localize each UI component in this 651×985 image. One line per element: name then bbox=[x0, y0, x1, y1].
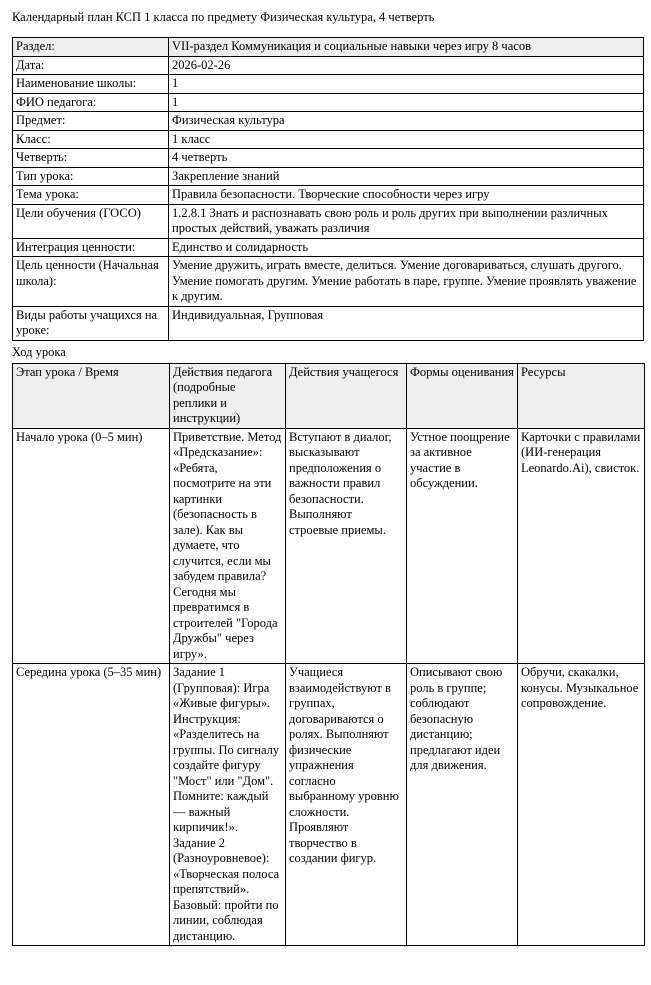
info-value: 2026-02-26 bbox=[169, 56, 644, 75]
teacher-actions-cell: Задание 1 (Групповая): Игра «Живые фигуры». Инструкция: «Разделитесь на группы. По сигналу создайте фигуру "Мост" или "Дом". Помните: каждый — важный кирпичик!». Задание 2 (Разноуровневое): «Творческая полоса препятствий». Базовый: пройти по линии, соблюдая дистанцию. bbox=[170, 664, 286, 946]
student-actions-cell: Вступают в диалог, высказывают предположения о важности правил безопасности. Выполняют строевые приемы. bbox=[286, 428, 407, 664]
info-value: VII-раздел Коммуникация и социальные навыки через игру 8 часов bbox=[169, 38, 644, 57]
info-row-quarter bbox=[13, 149, 644, 168]
info-label: Раздел: bbox=[13, 38, 169, 57]
info-value: 4 четверть bbox=[169, 149, 644, 168]
header-teacher-actions: Действия педагога (подробные реплики и инструкции) bbox=[170, 363, 286, 428]
lesson-row-middle bbox=[13, 664, 645, 946]
info-row-data bbox=[13, 56, 644, 75]
info-row-class bbox=[13, 130, 644, 149]
info-row-lesson-topic bbox=[13, 186, 644, 205]
document-title: Календарный план КСП 1 класса по предмету Физическая культура, 4 четверть bbox=[12, 10, 435, 24]
info-label: Цели обучения (ГОСО) bbox=[13, 204, 169, 238]
resources-cell: Обручи, скакалки, конусы. Музыкальное сопровождение. bbox=[518, 664, 645, 946]
info-label: Наименование школы: bbox=[13, 75, 169, 94]
stage-cell: Середина урока (5–35 мин) bbox=[13, 664, 170, 946]
info-value: Правила безопасности. Творческие способности через игру bbox=[169, 186, 644, 205]
header-student-actions: Действия учащегося bbox=[286, 363, 407, 428]
section-label: Ход урока bbox=[12, 344, 66, 359]
info-value: 1 класс bbox=[169, 130, 644, 149]
lesson-stages-table bbox=[12, 363, 645, 947]
info-value: Единство и солидарность bbox=[169, 238, 644, 257]
info-value: Физическая культура bbox=[169, 112, 644, 131]
info-label: Предмет: bbox=[13, 112, 169, 131]
header-assessment: Формы оценивания bbox=[407, 363, 518, 428]
info-row-subject bbox=[13, 112, 644, 131]
info-value: 1.2.8.1 Знать и распознавать свою роль и роль других при выполнении различных простых действий, уважать различия bbox=[169, 204, 644, 238]
lesson-table-header-row bbox=[13, 363, 645, 428]
info-label: Цель ценности (Начальная школа): bbox=[13, 257, 169, 307]
info-value: Умение дружить, играть вместе, делиться. Умение договариваться, слушать другого. Умение помогать другим. Умение работать в паре, группе. Умение проявлять уважение к другим. bbox=[169, 257, 644, 307]
header-stage: Этап урока / Время bbox=[13, 363, 170, 428]
info-row-teacher bbox=[13, 93, 644, 112]
info-label: Дата: bbox=[13, 56, 169, 75]
info-row-lesson-type bbox=[13, 167, 644, 186]
info-row-integration bbox=[13, 238, 644, 257]
info-label: ФИО педагога: bbox=[13, 93, 169, 112]
info-row-work-types bbox=[13, 306, 644, 340]
assessment-cell: Описывают свою роль в группе; соблюдают безопасную дистанцию; предлагают идеи для движения. bbox=[407, 664, 518, 946]
stage-cell: Начало урока (0–5 мин) bbox=[13, 428, 170, 664]
info-label: Интеграция ценности: bbox=[13, 238, 169, 257]
teacher-actions-cell: Приветствие. Метод «Предсказание»: «Ребята, посмотрите на эти картинки (безопасность в зале). Как вы думаете, что случится, если мы забудем правила? Сегодня мы превратимся в строителей "Города Дружбы" через игру». bbox=[170, 428, 286, 664]
info-row-razdel bbox=[13, 38, 644, 57]
info-value: Закрепление знаний bbox=[169, 167, 644, 186]
lesson-row-start bbox=[13, 428, 645, 664]
info-label: Тип урока: bbox=[13, 167, 169, 186]
info-value: 1 bbox=[169, 93, 644, 112]
info-row-school bbox=[13, 75, 644, 94]
info-label: Тема урока: bbox=[13, 186, 169, 205]
info-label: Виды работы учащихся на уроке: bbox=[13, 306, 169, 340]
info-label: Четверть: bbox=[13, 149, 169, 168]
student-actions-cell: Учащиеся взаимодействуют в группах, договариваются о ролях. Выполняют физические упражнения согласно выбранному уровню сложности. Проявляют творчество в создании фигур. bbox=[286, 664, 407, 946]
lesson-info-table bbox=[12, 37, 644, 341]
info-value: 1 bbox=[169, 75, 644, 94]
info-row-value-goal bbox=[13, 257, 644, 307]
info-value: Индивидуальная, Групповая bbox=[169, 306, 644, 340]
info-label: Класс: bbox=[13, 130, 169, 149]
header-resources: Ресурсы bbox=[518, 363, 645, 428]
info-row-goals bbox=[13, 204, 644, 238]
assessment-cell: Устное поощрение за активное участие в обсуждении. bbox=[407, 428, 518, 664]
resources-cell: Карточки с правилами (ИИ-генерация Leonardo.Ai), свисток. bbox=[518, 428, 645, 664]
